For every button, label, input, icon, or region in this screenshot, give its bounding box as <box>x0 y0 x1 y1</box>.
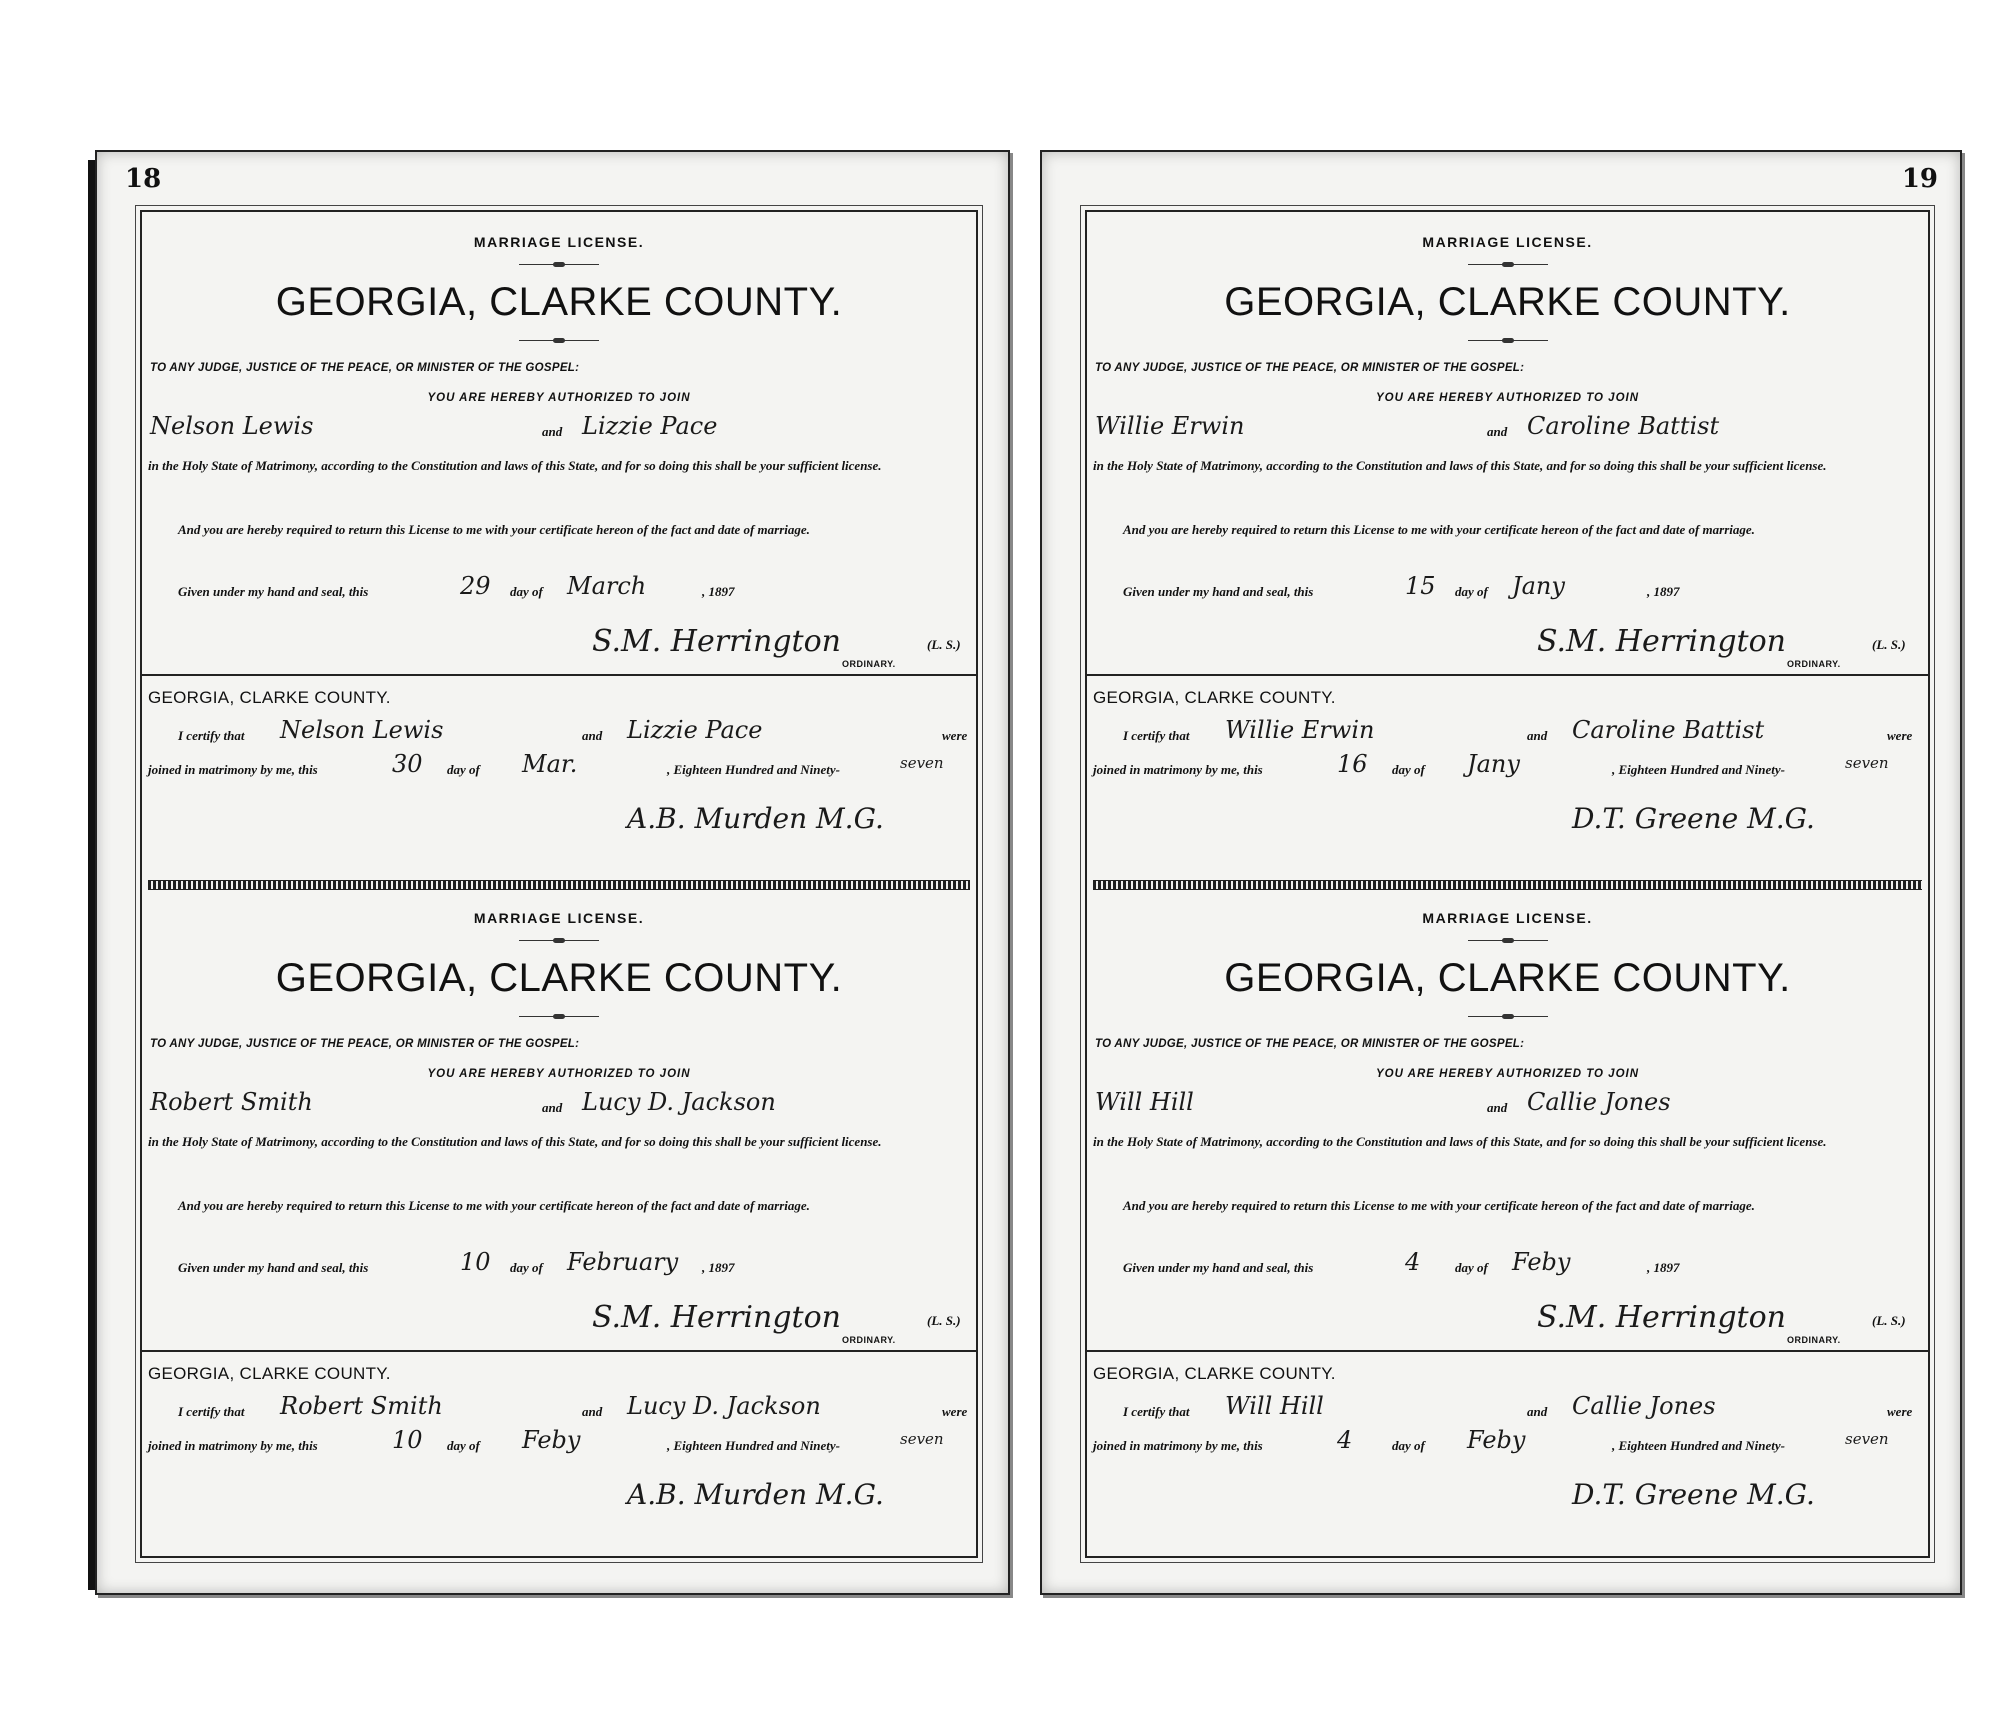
page-left <box>95 150 1010 1595</box>
ornament-divider <box>1468 340 1548 341</box>
given-year: , 1897 <box>702 1260 735 1275</box>
ornament-divider <box>519 264 599 265</box>
section-rule <box>1087 1350 1928 1352</box>
authorized-line: YOU ARE HEREBY AUTHORIZED TO JOIN <box>427 1068 691 1080</box>
authorized-line: YOU ARE HEREBY AUTHORIZED TO JOIN <box>1375 392 1640 404</box>
certificate-groom: Nelson Lewis <box>280 716 444 744</box>
minister-signature: D.T. Greene M.G. <box>1572 802 1815 835</box>
certificate-heading: GEORGIA, CLARKE COUNTY. <box>148 1364 391 1383</box>
given-day: 29 <box>460 572 491 600</box>
certificate-month: Feby <box>1467 1426 1526 1454</box>
and-label: and <box>582 728 603 743</box>
authorized-line: YOU ARE HEREBY AUTHORIZED TO JOIN <box>427 392 691 404</box>
day-of-label: day of <box>510 1260 543 1275</box>
license-title: GEORGIA, CLARKE COUNTY. <box>1224 280 1791 324</box>
certificate-year-word: seven <box>1845 1430 1889 1448</box>
certify-label: I certify that <box>1123 728 1190 743</box>
given-label: Given under my hand and seal, this <box>178 1260 369 1275</box>
ornament-divider <box>519 340 599 341</box>
ordinary-signature: S.M. Herrington <box>592 624 841 659</box>
license-heading: MARRIAGE LICENSE. <box>1422 234 1593 250</box>
minister-signature: A.B. Murden M.G. <box>627 1478 884 1511</box>
bride-name: Callie Jones <box>1527 1088 1671 1116</box>
given-label: Given under my hand and seal, this <box>178 584 369 599</box>
return-license-text: And you are hereby required to return this License to me with your certificate hereon of the fact and date of marriage. <box>1123 1198 1755 1213</box>
minister-signature: D.T. Greene M.G. <box>1572 1478 1815 1511</box>
entry-separator <box>1093 880 1922 890</box>
section-rule <box>1087 674 1928 676</box>
were-label: were <box>1887 728 1913 743</box>
given-month: February <box>567 1248 679 1276</box>
page-right <box>1040 150 1962 1595</box>
bride-name: Caroline Battist <box>1527 412 1720 440</box>
ordinary-signature: S.M. Herrington <box>592 1300 841 1335</box>
page-frame <box>1085 210 1930 1558</box>
license-heading: MARRIAGE LICENSE. <box>473 234 645 250</box>
eighteen-hundred-label: , Eighteen Hundred and Ninety- <box>1612 762 1785 777</box>
to-any-judge-line: TO ANY JUDGE, JUSTICE OF THE PEACE, OR MINISTER OF THE GOSPEL: <box>150 1038 580 1050</box>
given-month: Jany <box>1512 572 1565 600</box>
and-label: and <box>542 1100 563 1115</box>
were-label: were <box>942 1404 968 1419</box>
ordinary-label: ORDINARY. <box>1787 659 1841 669</box>
given-day: 10 <box>460 1248 491 1276</box>
certificate-heading: GEORGIA, CLARKE COUNTY. <box>148 688 391 707</box>
certificate-month: Feby <box>522 1426 581 1454</box>
and-label: and <box>1487 1100 1508 1115</box>
joined-label: joined in matrimony by me, this <box>148 1438 318 1453</box>
groom-name: Robert Smith <box>150 1088 313 1116</box>
bride-name: Lizzie Pace <box>582 412 718 440</box>
to-any-judge-line: TO ANY JUDGE, JUSTICE OF THE PEACE, OR MINISTER OF THE GOSPEL: <box>1095 1038 1525 1050</box>
minister-signature: A.B. Murden M.G. <box>627 802 884 835</box>
page-number: 19 <box>1901 164 1938 194</box>
certificate-day: 30 <box>392 750 423 778</box>
certificate-year-word: seven <box>900 1430 944 1448</box>
certificate-groom: Will Hill <box>1225 1392 1324 1420</box>
certificate-heading: GEORGIA, CLARKE COUNTY. <box>1093 1364 1336 1383</box>
return-license-text: And you are hereby required to return this License to me with your certificate hereon of the fact and date of marriage. <box>178 522 810 537</box>
section-rule <box>142 674 976 676</box>
marriage-license-entry <box>142 212 976 880</box>
page-frame <box>140 210 978 1558</box>
certificate-year-word: seven <box>900 754 944 772</box>
eighteen-hundred-label: , Eighteen Hundred and Ninety- <box>1612 1438 1785 1453</box>
ls-seal-label: (L. S.) <box>1872 1313 1906 1328</box>
groom-name: Nelson Lewis <box>150 412 314 440</box>
day-of-label: day of <box>510 584 543 599</box>
certificate-month: Jany <box>1467 750 1520 778</box>
given-label: Given under my hand and seal, this <box>1123 1260 1314 1275</box>
given-day: 15 <box>1405 572 1436 600</box>
return-license-text: And you are hereby required to return this License to me with your certificate hereon of the fact and date of marriage. <box>178 1198 810 1213</box>
marriage-license-entry <box>1087 212 1928 880</box>
eighteen-hundred-label: , Eighteen Hundred and Ninety- <box>667 762 840 777</box>
joined-label: joined in matrimony by me, this <box>148 762 318 777</box>
certificate-day: 16 <box>1337 750 1368 778</box>
to-any-judge-line: TO ANY JUDGE, JUSTICE OF THE PEACE, OR MINISTER OF THE GOSPEL: <box>150 362 580 374</box>
license-title: GEORGIA, CLARKE COUNTY. <box>1224 956 1791 1000</box>
given-day: 4 <box>1405 1248 1421 1276</box>
certificate-bride: Caroline Battist <box>1572 716 1765 744</box>
groom-name: Will Hill <box>1095 1088 1194 1116</box>
authorized-line: YOU ARE HEREBY AUTHORIZED TO JOIN <box>1375 1068 1640 1080</box>
ordinary-label: ORDINARY. <box>842 1335 896 1345</box>
given-month: March <box>567 572 647 600</box>
certificate-day: 4 <box>1337 1426 1353 1454</box>
and-label: and <box>1487 424 1508 439</box>
matrimony-text: in the Holy State of Matrimony, according to the Constitution and laws of this State, and for so doing this shall be your sufficient license. <box>1093 458 1827 473</box>
joined-label: joined in matrimony by me, this <box>1093 762 1263 777</box>
ls-seal-label: (L. S.) <box>927 637 961 652</box>
and-label: and <box>582 1404 603 1419</box>
certificate-year-word: seven <box>1845 754 1889 772</box>
given-year: , 1897 <box>702 584 735 599</box>
certificate-bride: Lucy D. Jackson <box>627 1392 821 1420</box>
day-of-label: day of <box>1392 1438 1425 1453</box>
and-label: and <box>1527 1404 1548 1419</box>
certificate-month: Mar. <box>522 750 578 778</box>
ordinary-signature: S.M. Herrington <box>1537 1300 1786 1335</box>
given-year: , 1897 <box>1647 1260 1680 1275</box>
day-of-label: day of <box>1455 1260 1488 1275</box>
certificate-groom: Willie Erwin <box>1225 716 1375 744</box>
license-title: GEORGIA, CLARKE COUNTY. <box>275 280 843 324</box>
return-license-text: And you are hereby required to return this License to me with your certificate hereon of the fact and date of marriage. <box>1123 522 1755 537</box>
given-month: Feby <box>1512 1248 1571 1276</box>
matrimony-text: in the Holy State of Matrimony, according to the Constitution and laws of this State, and for so doing this shall be your sufficient license. <box>148 1134 882 1149</box>
given-label: Given under my hand and seal, this <box>1123 584 1314 599</box>
marriage-license-entry <box>1087 888 1928 1556</box>
bride-name: Lucy D. Jackson <box>582 1088 776 1116</box>
given-year: , 1897 <box>1647 584 1680 599</box>
ornament-divider <box>1468 1016 1548 1017</box>
section-rule <box>142 1350 976 1352</box>
certificate-bride: Lizzie Pace <box>627 716 763 744</box>
and-label: and <box>542 424 563 439</box>
license-heading: MARRIAGE LICENSE. <box>473 910 645 926</box>
ornament-divider <box>519 940 599 941</box>
certificate-day: 10 <box>392 1426 423 1454</box>
ordinary-signature: S.M. Herrington <box>1537 624 1786 659</box>
certificate-bride: Callie Jones <box>1572 1392 1716 1420</box>
certificate-groom: Robert Smith <box>280 1392 443 1420</box>
certify-label: I certify that <box>178 1404 245 1419</box>
ornament-divider <box>1468 940 1548 941</box>
were-label: were <box>1887 1404 1913 1419</box>
ornament-divider <box>1468 264 1548 265</box>
ornament-divider <box>519 1016 599 1017</box>
ls-seal-label: (L. S.) <box>927 1313 961 1328</box>
day-of-label: day of <box>447 1438 480 1453</box>
matrimony-text: in the Holy State of Matrimony, according to the Constitution and laws of this State, and for so doing this shall be your sufficient license. <box>1093 1134 1827 1149</box>
day-of-label: day of <box>1392 762 1425 777</box>
matrimony-text: in the Holy State of Matrimony, according to the Constitution and laws of this State, and for so doing this shall be your sufficient license. <box>148 458 882 473</box>
were-label: were <box>942 728 968 743</box>
license-heading: MARRIAGE LICENSE. <box>1422 910 1593 926</box>
entry-separator <box>148 880 970 890</box>
ordinary-label: ORDINARY. <box>1787 1335 1841 1345</box>
marriage-license-entry <box>142 888 976 1556</box>
groom-name: Willie Erwin <box>1095 412 1245 440</box>
license-title: GEORGIA, CLARKE COUNTY. <box>275 956 843 1000</box>
certify-label: I certify that <box>178 728 245 743</box>
page-number: 18 <box>125 164 162 194</box>
ls-seal-label: (L. S.) <box>1872 637 1906 652</box>
day-of-label: day of <box>447 762 480 777</box>
to-any-judge-line: TO ANY JUDGE, JUSTICE OF THE PEACE, OR MINISTER OF THE GOSPEL: <box>1095 362 1525 374</box>
day-of-label: day of <box>1455 584 1488 599</box>
certify-label: I certify that <box>1123 1404 1190 1419</box>
certificate-heading: GEORGIA, CLARKE COUNTY. <box>1093 688 1336 707</box>
ordinary-label: ORDINARY. <box>842 659 896 669</box>
and-label: and <box>1527 728 1548 743</box>
joined-label: joined in matrimony by me, this <box>1093 1438 1263 1453</box>
eighteen-hundred-label: , Eighteen Hundred and Ninety- <box>667 1438 840 1453</box>
